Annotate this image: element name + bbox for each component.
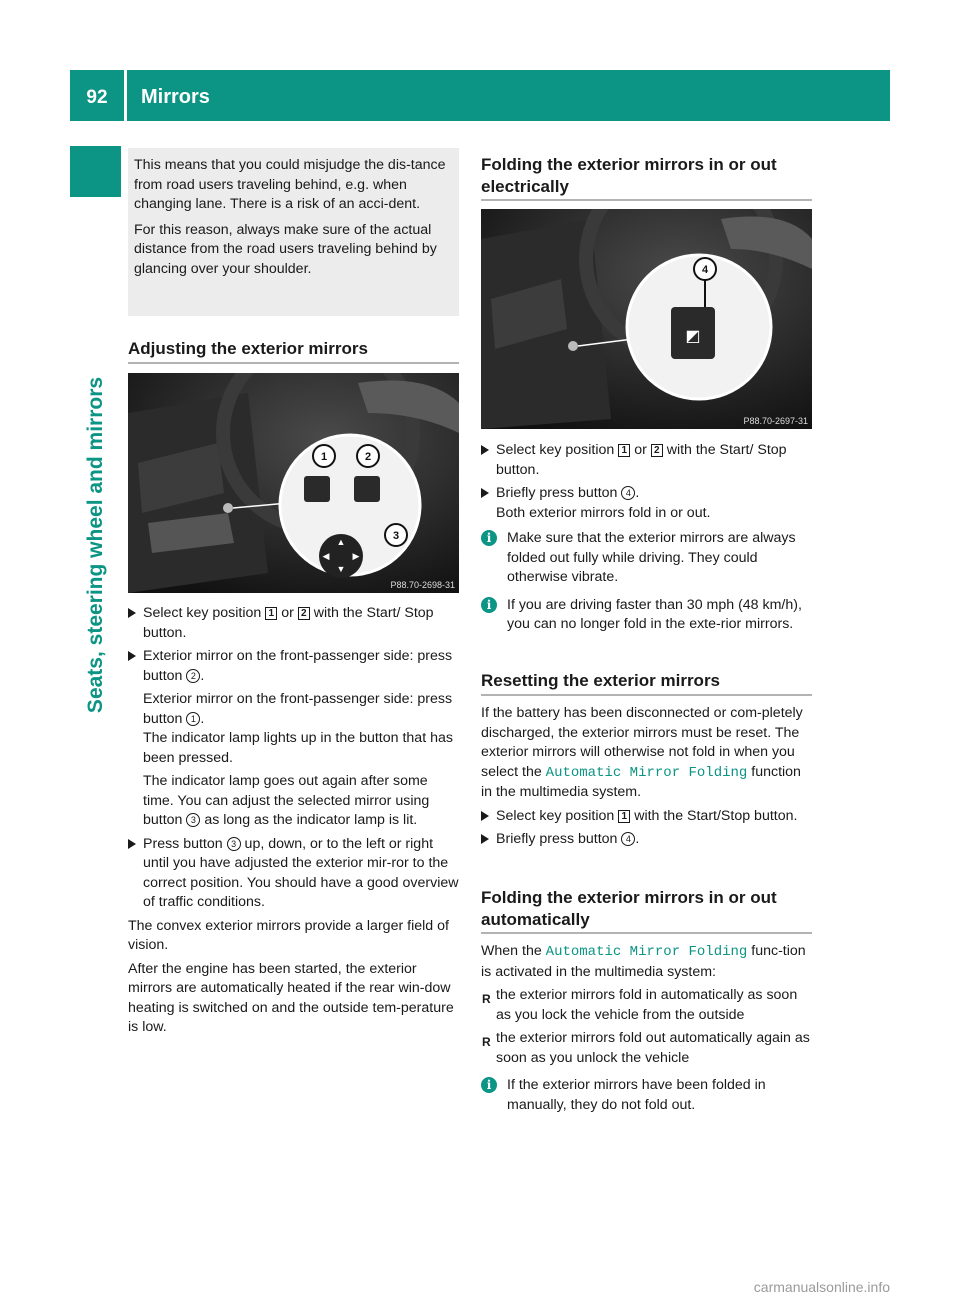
instruction-step: Press button 3 up, down, or to the left or right until you have adjusted the exterior mir-ror to the correct position. You should have a good overview of traffic conditions.	[128, 835, 459, 913]
paragraph-reset: If the battery has been disconnected or com-pletely discharged, the exterior mirrors must be reset. The exterior mirrors will otherwise not fold in when you select the Automatic Mirror Folding function in the multimedia system.	[481, 705, 803, 800]
page-number: 92	[86, 87, 108, 108]
arrow-icon	[481, 488, 489, 498]
arrow-icon	[481, 445, 489, 455]
door-panel-illustration	[481, 209, 812, 429]
info-icon: i	[481, 1077, 497, 1093]
instruction-step: Select key position 1 or 2 with the Start/ Stop button.	[128, 604, 459, 643]
button-number-2: 2	[186, 669, 200, 683]
heading-rule	[481, 199, 812, 201]
arrow-icon	[128, 608, 136, 618]
paragraph-convex: The convex exterior mirrors provide a larger field of vision.	[128, 917, 449, 953]
arrow-icon	[128, 651, 136, 661]
key-position-2: 2	[651, 444, 663, 457]
svg-text:4: 4	[701, 264, 709, 276]
section-title: Mirrors	[141, 86, 210, 108]
instruction-step: Exterior mirror on the front-passenger side: press button 2 . Exterior mirror on the front-passenger side: press button 1 . The indicator lamp lights up in the button that has been pressed. The indicator lamp goes out again after some time. You can adjust the selected mirror using button 3 as long as the indicator lamp is lit.	[128, 647, 459, 831]
key-position-1: 1	[618, 810, 630, 823]
key-position-2: 2	[298, 607, 310, 620]
side-tab-label: Seats, steering wheel and mirrors	[84, 376, 107, 714]
key-position-1: 1	[265, 607, 277, 620]
heading-rule	[481, 694, 812, 696]
info-note: i If the exterior mirrors have been folded in manually, they do not fold out.	[481, 1076, 812, 1115]
svg-text:▼: ▼	[336, 564, 346, 574]
instruction-step: Select key position 1 with the Start/Stop button.	[481, 807, 812, 827]
folding-auto-text	[481, 942, 812, 1115]
instruction-step: Briefly press button 4 . Both exterior mirrors fold in or out.	[481, 484, 812, 523]
bullet-item: R the exterior mirrors fold out automatically again as soon as you unlock the vehicle	[482, 1030, 810, 1066]
menu-function-name: Automatic Mirror Folding	[545, 764, 748, 781]
svg-text:◀: ◀	[322, 551, 330, 561]
header-separator	[124, 70, 127, 121]
svg-text:◩: ◩	[685, 328, 701, 345]
heading-adjusting: Adjusting the exterior mirrors	[128, 339, 368, 358]
arrow-icon	[128, 839, 136, 849]
bullet-icon: R	[482, 992, 491, 1006]
key-position-1: 1	[618, 444, 630, 457]
arrow-icon	[481, 834, 489, 844]
svg-text:3: 3	[392, 530, 400, 542]
button-number-1: 1	[186, 712, 200, 726]
heading-resetting: Resetting the exterior mirrors	[481, 671, 721, 690]
heading-rule	[481, 932, 812, 934]
instruction-step: Briefly press button 4 .	[481, 830, 812, 850]
svg-text:▲: ▲	[336, 537, 346, 547]
resetting-text	[481, 704, 812, 850]
photo-code: P88.70-2698-31	[390, 580, 455, 590]
arrow-icon	[481, 811, 489, 821]
button-number-3: 3	[186, 813, 200, 827]
photo-mirror-adjust-buttons	[128, 373, 459, 593]
svg-text:2: 2	[364, 451, 372, 463]
paragraph-heating: After the engine has been started, the exterior mirrors are automatically heated if the rear win-dow heating is switched on and the outside tem-perature is low.	[128, 960, 454, 1035]
heading-folding-auto: Folding the exterior mirrors in or out automatically	[481, 888, 777, 929]
svg-text:▶: ▶	[352, 551, 360, 561]
bullet-icon: R	[482, 1035, 491, 1049]
photo-code: P88.70-2697-31	[743, 416, 808, 426]
heading-folding-electric: Folding the exterior mirrors in or out electrically	[481, 155, 777, 196]
instruction-step: Select key position 1 or 2 with the Start/ Stop button.	[481, 441, 812, 480]
bullet-item: R the exterior mirrors fold in automatically as soon as you lock the vehicle from the outside	[482, 987, 798, 1023]
button-number-4: 4	[621, 832, 635, 846]
warning-paragraph: This means that you could misjudge the dis-tance from road users traveling behind, e.g. when changing lane. There is a risk of an acci-dent.	[134, 157, 446, 212]
paragraph-intro: When the Automatic Mirror Folding func-tion is activated in the multimedia system:	[481, 943, 806, 980]
photo-mirror-fold-button	[481, 209, 812, 429]
info-note: i Make sure that the exterior mirrors are always folded out fully while driving. They could otherwise vibrate.	[481, 529, 812, 588]
svg-text:1: 1	[320, 451, 328, 463]
door-panel-illustration	[128, 373, 459, 593]
info-icon: i	[481, 530, 497, 546]
adjust-instructions	[128, 604, 459, 1038]
info-icon: i	[481, 597, 497, 613]
warning-text	[134, 156, 454, 279]
fold-electric-instructions	[481, 441, 812, 635]
side-tab-block	[70, 146, 121, 197]
menu-function-name: Automatic Mirror Folding	[545, 944, 748, 960]
button-number-3: 3	[227, 837, 241, 851]
warning-paragraph: For this reason, always make sure of the actual distance from the road users traveling behind by glancing over your shoulder.	[134, 221, 437, 277]
heading-rule	[128, 362, 459, 364]
watermark: carmanualsonline.info	[753, 1279, 890, 1295]
info-note: i If you are driving faster than 30 mph (48 km/h), you can no longer fold in the exte-rior mirrors.	[481, 596, 812, 635]
button-number-4: 4	[621, 486, 635, 500]
